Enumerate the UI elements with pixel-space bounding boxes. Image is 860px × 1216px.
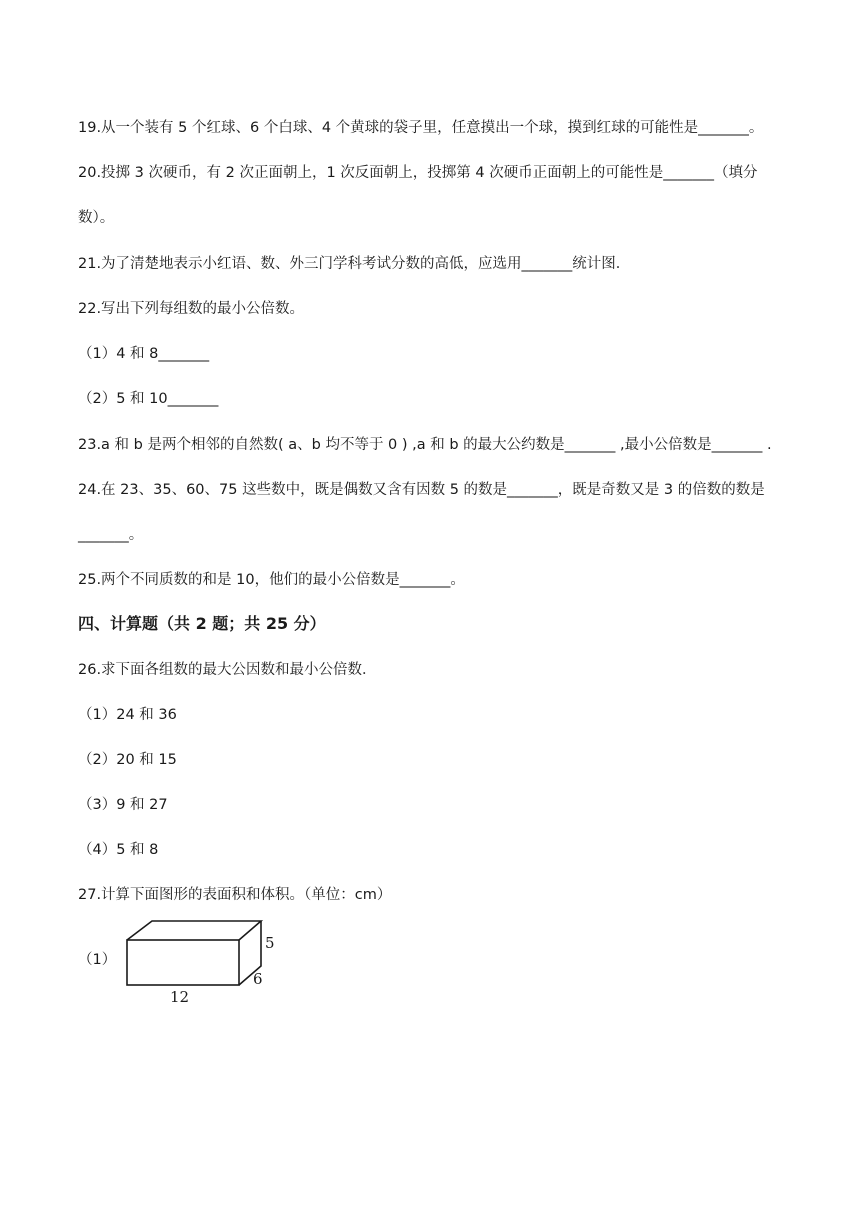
question-19: 19.从一个装有 5 个红球、6 个白球、4 个黄球的袋子里，任意摸出一个球，摸到红球的可能性是_______。 [78,120,764,136]
question-26-part-4: （4）5 和 8 [78,842,159,858]
question-20-line2: 数）。 [78,210,115,226]
cuboid-front-face [127,940,239,985]
question-27-part-1-label: （1） [78,952,117,968]
question-26-part-2: （2）20 和 15 [78,752,177,768]
cuboid-figure [124,918,294,1008]
cuboid-top-face [127,921,261,940]
question-25: 25.两个不同质数的和是 10，他们的最小公倍数是_______。 [78,572,465,588]
question-22-part-2: （2）5 和 10_______ [78,391,219,407]
question-24-line1: 24.在 23、35、60、75 这些数中，既是偶数又含有因数 5 的数是_______，既是奇数又是 3 的倍数的数是 [78,482,765,498]
question-26-part-1: （1）24 和 36 [78,707,177,723]
question-26: 26.求下面各组数的最大公因数和最小公倍数． [78,662,377,678]
question-22-part-1: （1）4 和 8_______ [78,346,210,362]
question-22: 22.写出下列每组数的最小公倍数。 [78,301,305,317]
question-27-part-1 [78,918,298,1008]
cuboid-height-label: 5 [265,934,275,952]
question-20-line1: 20.投掷 3 次硬币，有 2 次正面朝上，1 次反面朝上，投掷第 4 次硬币正面朝上的可能性是_______（填分 [78,165,758,181]
question-27: 27.计算下面图形的表面积和体积。（单位：cm） [78,887,392,903]
section-heading: 四、计算题（共 2 题；共 25 分） [78,614,326,633]
question-26-part-3: （3）9 和 27 [78,797,168,813]
cuboid-length-label: 12 [170,988,190,1006]
question-24-line2: _______。 [78,527,144,543]
question-23: 23.a 和 b 是两个相邻的自然数( a、b 均不等于 0 ) ,a 和 b 的最大公约数是_______ ,最小公倍数是_______ . [78,437,772,453]
question-21: 21.为了清楚地表示小红语、数、外三门学科考试分数的高低，应选用_______统计图． [78,256,631,272]
cuboid-width-label: 6 [253,970,263,988]
